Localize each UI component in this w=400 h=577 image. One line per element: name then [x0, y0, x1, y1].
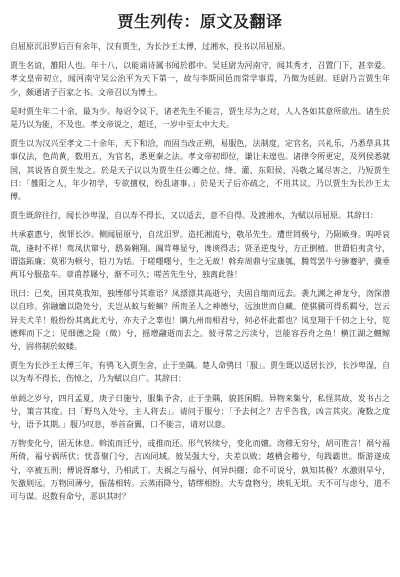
- paragraph-9: 单阏之岁兮，四月孟夏，庚子日施兮，服集予舍，止于坐隅，貌甚闲暇。异物来集兮，私怪其故，发书占之兮，策言其度。曰「野鸟入处兮，主人将去」。请问于服兮：「予去何之？吉乎告我，凶言其灾。淹数之度兮，语予其期。」服乃叹息，举首奋翼，口不能言，请对以意。: [10, 393, 390, 430]
- paragraph-10: 万物变化兮，固无休息。斡流而迁兮，或推而还。形气转续兮，变化而嬗。沕穆无穷兮，胡可胜言！祸兮福所倚，福兮祸所伏；忧喜聚门兮，吉凶同域。彼吴强大兮，夫差以败；越栖会稽兮，句践霸世。斯游遂成兮，卒被五刑；傅说胥靡兮，乃相武丁。夫祸之与福兮，何异纠纆；命不可说兮，孰知其极？水激则旱兮，矢激则远。万物回薄兮，振荡相转。云蒸雨降兮，错缪相纷。大专盘物兮，坱轧无垠。天不可与虑兮，道不可与谋。迟数有命兮，恶识其时？: [10, 439, 390, 502]
- paragraph-4: 贾生以为汉兴至孝文二十余年，天下和洽，而固当改正朔，易服色，法制度，定官名，兴礼乐，乃悉草具其事仪法，色尚黄，数用五，为官名，悉更秦之法。孝文帝初即位，谦让未遑也。诸律令所更定，及列侯悉就国，其说皆自贾生发之。於是天子议以为贾生任公卿之位。绛、灌、东阳侯、冯敬之属尽害之，乃短贾生曰：「雒阳之人，年少初学，专欲擅权，纷乱诸事。」於是天子后亦疏之，不用其议，乃以贾生为长沙王太傅。: [10, 139, 390, 202]
- paragraph-6: 共承嘉惠兮，俟罪长沙。侧闻屈原兮，自沈汨罗。造托湘流兮，敬吊先生。遭世罔极兮，乃陨厥身。呜呼哀哉，逢时不祥！鸾凤伏窜兮，鸱枭翱翔。阘茸尊显兮，谗谀得志；贤圣逆曳兮，方正倒植。世谓伯夷贪兮，谓盗跖廉；莫邪为顿兮，铅刀为铦。于嗟嚜嚜兮，生之无故！斡弃周鼎兮宝康瓠，腾驾罢牛兮骖蹇驴，骥垂两耳兮服盐车。章甫荐屦兮，渐不可久；嗟苦先生兮，独离此咎！: [10, 230, 390, 280]
- paragraph-3: 是时贾生年二十余，最为少。每诏令议下，诸老先生不能言，贾生尽为之对，人人各如其意所欲出。诸生於是乃以为能，不及也。孝文帝说之，超迁，一岁中至太中大夫。: [10, 106, 390, 130]
- paragraph-5: 贾生既辞往行，闻长沙卑湿，自以寿不得长，又以适去，意不自得。及渡湘水，为赋以吊屈原。其辞曰：: [10, 211, 378, 221]
- paragraph-7: 讯曰：已矣，国其莫我知，独堙郁兮其谁语？凤漂漂其高逝兮，夫固自缩而远去。袭九渊之神龙兮，沕深潜以自珍。弥融爚以隐处兮，夫岂从蚁与蛭螾？所贵圣人之神德兮，远浊世而自藏。使骐骥可得系羁兮，岂云异夫犬羊！般纷纷其离此尤兮，亦夫子之辜也！瞝九州而相君兮，何必怀此都也？凤皇翔于千仞之上兮，览德辉而下之；见细德之险（徵）兮，摇增翮逝而去之。彼寻常之污渎兮，岂能容吞舟之鱼！横江湖之鳣鲸兮，固将制於蚁蝼。: [10, 289, 390, 352]
- paragraph-1: 自屈原沉汨罗后百有余年，汉有贾生，为长沙王太傅，过湘水，投书以吊屈原。: [10, 42, 290, 51]
- document-title: 贾生列传：原文及翻译: [117, 12, 283, 31]
- paragraph-8: 贾生为长沙王太傅三年，有鸮飞入贾生舍，止于坐隅。楚人命鸮曰「服」。贾生既以适居长沙，长沙卑湿，自以为寿不得长，伤悼之，乃为赋以自广。其辞曰：: [10, 361, 390, 384]
- paragraph-2: 贾生名谊，雒阳人也。年十八，以能诵诗属书闻於郡中。吴廷尉为河南守，闻其秀才，召置门下，甚幸爱。孝文皇帝初立，闻河南守吴公治平为天下第一，故与李斯同邑而常学事焉，乃徵为廷尉。廷尉乃言贾生年少，颇通诸子百家之书。文帝召以为博士。: [10, 61, 390, 97]
